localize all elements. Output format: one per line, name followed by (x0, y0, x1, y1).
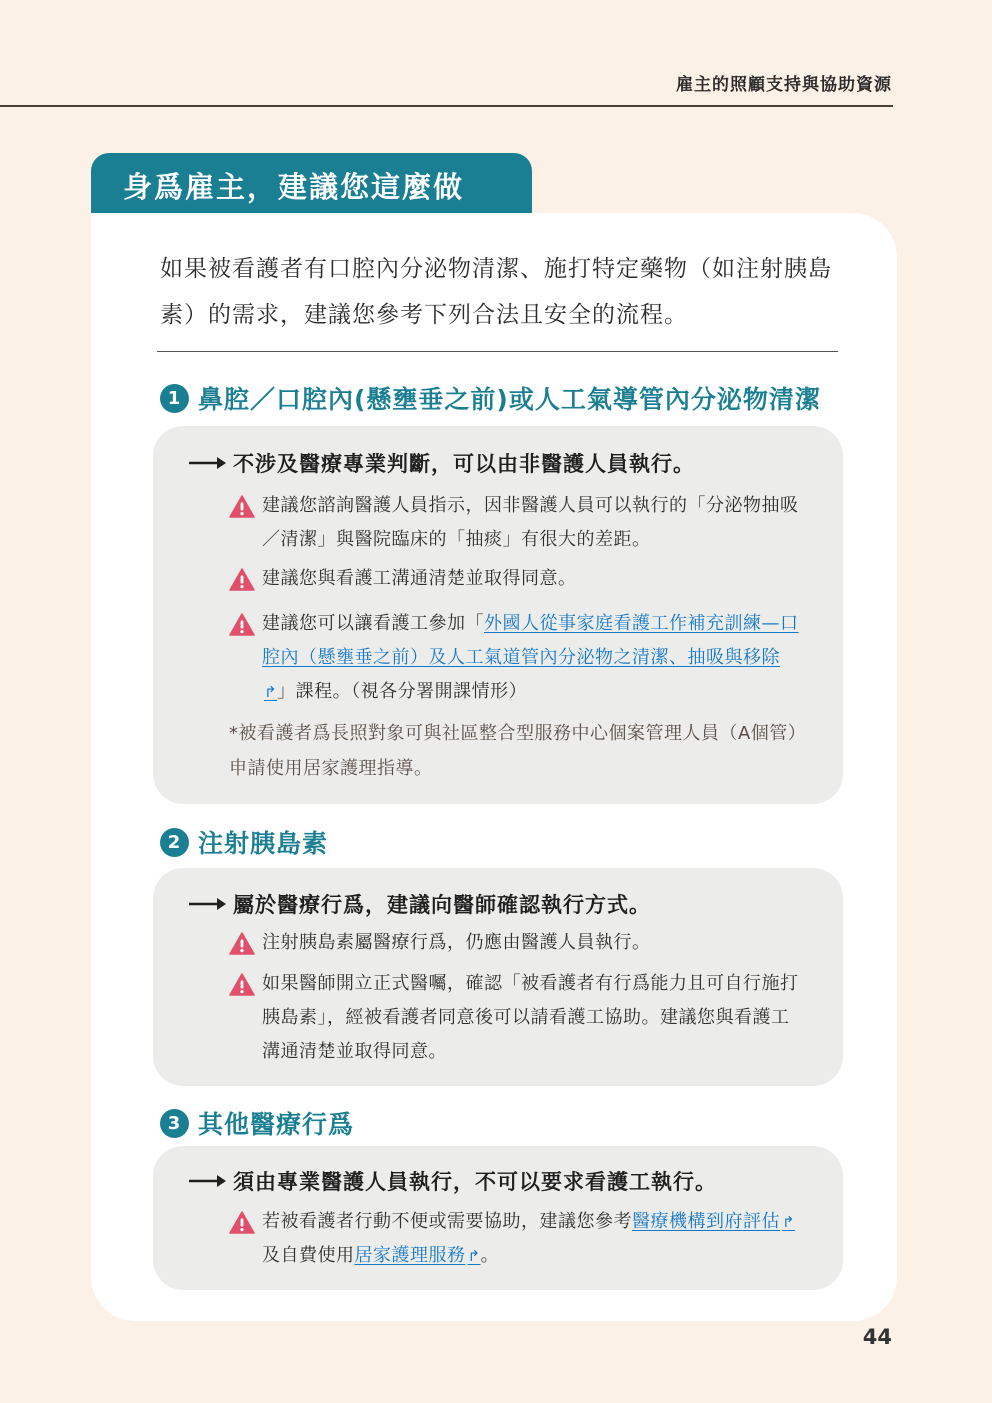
section-3-item-1-post: 。 (480, 1245, 500, 1266)
intro-paragraph: 如果被看護者有口腔內分泌物清潔、施打特定藥物（如注射胰島素）的需求，建議您參考下列合法且安全的流程。 (160, 256, 832, 328)
running-header: 雇主的照顧支持與協助資源 (676, 75, 892, 95)
external-link-icon: ↱ (264, 683, 278, 701)
section-1-box (153, 426, 843, 804)
warning-icon (229, 973, 255, 996)
warning-icon (229, 932, 255, 955)
section-3-arrow-line (189, 1166, 717, 1196)
home-assessment-link[interactable] (632, 1211, 795, 1232)
section-3-item-1 (229, 1205, 799, 1273)
section-3-title: 其他醫療行爲 (198, 1110, 355, 1139)
intro-divider (157, 351, 838, 352)
section-2-title: 注射胰島素 (198, 829, 329, 858)
external-link-icon: ↱ (782, 1213, 796, 1231)
home-nursing-link-text: 居家護理服務 (354, 1245, 466, 1266)
section-2-item-1 (229, 926, 799, 960)
section-1-item-2-text: 建議您與看護工溝通清楚並取得同意。 (262, 568, 577, 589)
section-1-arrow-text: 不涉及醫療專業判斷，可以由非醫護人員執行。 (233, 452, 695, 476)
section-2-item-2 (229, 967, 799, 1069)
section-1-item-2 (229, 562, 799, 596)
section-3-item-1-pre: 若被看護者行動不便或需要協助，建議您參考 (262, 1211, 632, 1232)
section-3-box (153, 1146, 843, 1290)
number-3-badge: 3 (160, 1109, 189, 1138)
home-assessment-link-text: 醫療機構到府評估 (632, 1211, 780, 1232)
home-nursing-link[interactable] (355, 1245, 481, 1266)
right-arrow-icon (189, 1174, 227, 1188)
section-1-note: *被看護者爲長照對象可與社區整合型服務中心個案管理人員（A個管）申請使用居家護理指導。 (229, 723, 798, 779)
page-number: 44 (862, 1325, 892, 1349)
section-1-arrow-line (189, 448, 695, 478)
section-1-item-3 (229, 607, 799, 709)
section-1-item-1 (229, 489, 799, 557)
section-3-item-1-mid: 及自費使用 (262, 1245, 355, 1266)
section-1-item-1-text: 建議您諮詢醫護人員指示，因非醫護人員可以執行的「分泌物抽吸／清潔」與醫院臨床的「抽痰」有很大的差距。 (262, 495, 799, 550)
section-3-heading (160, 1105, 354, 1141)
section-2-box (153, 868, 843, 1086)
section-3-arrow-text: 須由專業醫護人員執行，不可以要求看護工執行。 (233, 1170, 717, 1194)
section-1-title: 鼻腔／口腔內(懸壅垂之前)或人工氣導管內分泌物清潔 (198, 385, 821, 414)
section-2-item-2-text: 如果醫師開立正式醫囑，確認「被看護者有行爲能力且可自行施打胰島素」，經被看護者同意後可以請看護工協助。建議您與看護工溝通清楚並取得同意。 (262, 973, 799, 1062)
section-2-arrow-line (189, 889, 651, 919)
section-2-arrow-text: 屬於醫療行爲，建議向醫師確認執行方式。 (233, 893, 651, 917)
page-title: 身爲雇主，建議您這麼做 (91, 153, 532, 215)
right-arrow-icon (189, 456, 227, 470)
warning-icon (229, 495, 255, 518)
section-1-heading (160, 380, 821, 416)
warning-icon (229, 1211, 255, 1234)
warning-icon (229, 613, 255, 636)
section-2-item-1-text: 注射胰島素屬醫療行爲，仍應由醫護人員執行。 (262, 932, 651, 953)
header-rule (0, 105, 893, 107)
section-2-heading (160, 824, 328, 860)
number-1-badge: 1 (160, 384, 189, 413)
training-course-link-text: 外國人從事家庭看護工作補充訓練—口腔內（懸壅垂之前）及人工氣道管內分泌物之清潔、抽吸與移除 (262, 613, 799, 668)
external-link-icon: ↱ (467, 1247, 481, 1265)
section-1-item-3-post: 」課程。（視各分署開課情形） (277, 681, 528, 702)
number-2-badge: 2 (160, 828, 189, 857)
section-1-item-3-pre: 建議您可以讓看護工參加「 (262, 613, 484, 634)
warning-icon (229, 568, 255, 591)
right-arrow-icon (189, 897, 227, 911)
